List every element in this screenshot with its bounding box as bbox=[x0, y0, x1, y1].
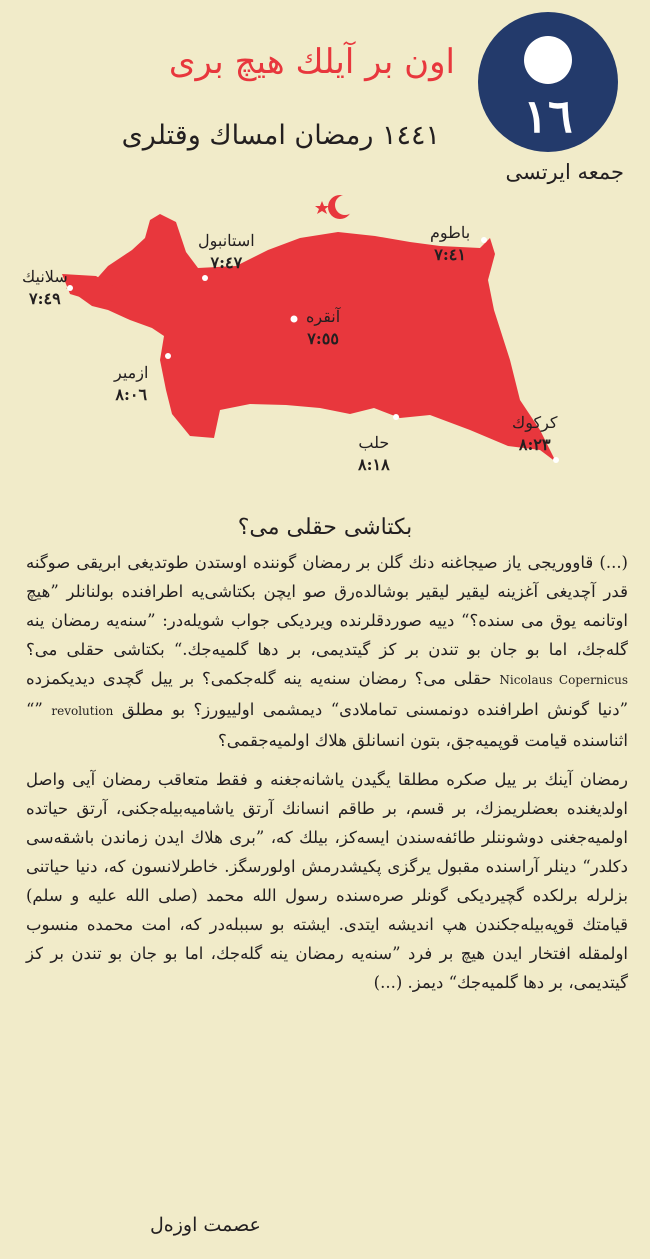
city-time: ٨:١٨ bbox=[358, 455, 390, 474]
city-name: باطوم bbox=[430, 223, 471, 242]
city-dot-izmir bbox=[165, 353, 171, 359]
city-name: استانبول bbox=[198, 231, 255, 250]
city-dot-batum bbox=[481, 237, 487, 243]
city-name: سلانيك bbox=[22, 267, 68, 286]
day-number: ١٦ bbox=[523, 89, 573, 143]
paragraph-1 bbox=[26, 548, 628, 755]
city-time: ٨:٠٦ bbox=[115, 385, 148, 404]
paragraph-text: (...) قاووريجى ياز صيجاغنه دنك گلن بر رمضان گوننده اوستدن طوتديغى ابريقى صوگنه قدر آچديغى آغزينه ليقير ليقير بوشالده‌رق صو ايچن بكتاشى‌يه اطرافنده بولنانلر ”هيچ اوتانمه يوق مى سنده؟“ دييه صوردقلرنده ويرديكى جواب شويله‌در: ”سنه‌يه رمضان ينه گله‌جك، اما بو جان بو تندن بر كز گيتديمى، بر دها گلميه‌جك.“ بكتاشى حقلى مى؟ bbox=[26, 553, 628, 659]
latin-word: revolution bbox=[51, 704, 114, 718]
day-name: جمعه ايرتسى bbox=[505, 160, 624, 184]
city-label-istanbul bbox=[198, 230, 255, 274]
latin-name: Nicolaus Copernicus bbox=[499, 673, 629, 687]
author-name: عصمت اوزه‌ل bbox=[150, 1214, 261, 1236]
city-label-halep bbox=[358, 432, 390, 476]
city-dot-ankara bbox=[291, 316, 298, 323]
page-title: اون بر آيلك هيچ برى bbox=[168, 42, 455, 82]
city-time: ٧:٤٩ bbox=[29, 289, 61, 308]
article bbox=[0, 505, 650, 997]
full-moon-icon bbox=[524, 36, 572, 84]
city-name: ازمير bbox=[114, 363, 149, 382]
city-label-batum bbox=[430, 222, 470, 266]
city-name: كركوك bbox=[512, 413, 558, 432]
city-dot-istanbul bbox=[202, 275, 208, 281]
paragraph-text: ”“ اثناسنده قيامت قوپميه‌جق، بتون انسانلق هلاك اولميه‌جقمى؟ bbox=[26, 700, 628, 750]
city-time: ٧:٤١ bbox=[434, 245, 466, 264]
header bbox=[0, 0, 650, 200]
article-heading: بكتاشى حقلى مى؟ bbox=[237, 515, 413, 540]
city-label-izmir bbox=[114, 362, 148, 406]
day-badge bbox=[478, 12, 618, 152]
city-label-ankara bbox=[306, 306, 340, 350]
paragraph-2: رمضان آينك بر ييل صكره مطلقا يگيدن ياشانه‌جغنه و فقط متعاقب رمضان آيى واصل اولديغنده بعضلريمزك، بر قسم، بر طاقم انسانك آرتق ياشاميه‌بيله‌جكنى، آرتق حياتده اولميه‌جغنى دوشوننلر طائفه‌سندن ايسه‌كز، بيلك كه، ”برى هلاك ايدن زماندن باشقه‌سى دكلدر“ دينلر آراسنده مقبول يرگزى پكيشدرمش اولورسگز. خاطرلانسون كه، دنيا حياتنى بزلرله برلكده گچيرديكى گونلر صره‌سنده رسول الله محمد (صلى الله عليه و سلم) قيامتك قوپه‌بيله‌جكندن هپ انديشه ايتدى. ايشته بو سببله‌در كه، امت محمده منسوب اولمقله افتخار ايدن هيچ بر فرد ”سنه‌يه رمضان ينه گله‌جك، اما بو جان بو تندن بر كز گيتديمى، بر دها گلميه‌جك“ ديمز. (...) bbox=[26, 770, 628, 992]
city-dot-kerkuk bbox=[553, 457, 559, 463]
city-label-selanik bbox=[22, 266, 68, 310]
city-dot-halep bbox=[393, 414, 399, 420]
crescent-star-icon bbox=[315, 195, 355, 219]
city-label-kerkuk bbox=[512, 412, 558, 456]
city-name: حلب bbox=[358, 433, 390, 452]
city-time: ٧:٤٧ bbox=[210, 253, 243, 272]
city-time: ٧:٥٥ bbox=[307, 329, 339, 348]
city-name: آنقره bbox=[306, 307, 341, 326]
turkey-map bbox=[0, 190, 650, 490]
page-subtitle: ١٤٤١ رمضان امساك وقتلرى bbox=[121, 120, 440, 151]
city-dot-selanik bbox=[67, 285, 73, 291]
city-time: ٨:٢٣ bbox=[518, 435, 551, 454]
paragraph-text: حقلى مى؟ رمضان سنه‌يه ينه گله‌جكمى؟ بر ييل گچدى ديديكمزده ”دنيا گونش اطرافنده دونمسنى تماملادى“ ديمشمى اولييورز؟ بو مطلق bbox=[26, 669, 629, 719]
